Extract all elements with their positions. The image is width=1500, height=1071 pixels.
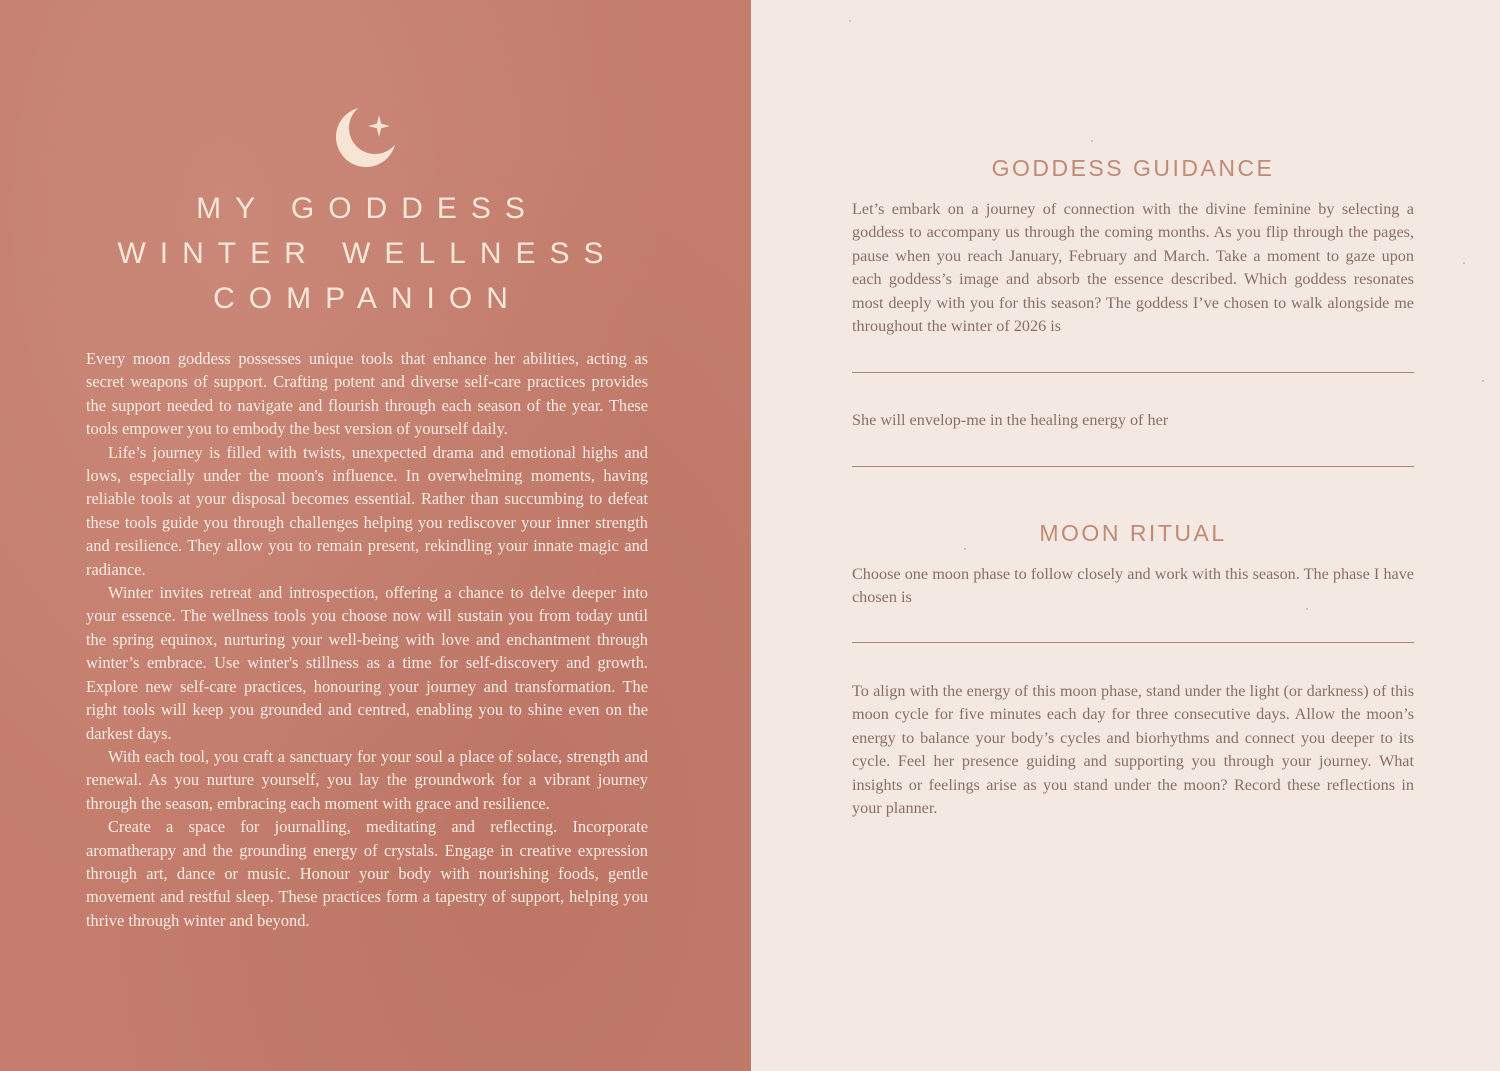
paper-speck [1482, 380, 1484, 382]
healing-energy-prompt: She will envelop-me in the healing energy of her [852, 411, 1169, 429]
title-line-3: COMPANION [213, 282, 522, 315]
title-line-2: WINTER WELLNESS [117, 237, 618, 270]
moon-ritual-instructions: To align with the energy of this moon phase, stand under the light (or darkness) of this moon cycle for five minutes each day for three consecutive days. Allow the moon’s energy to balance your body’s cycles and biorhythms and connect you deeper to its cycle. Feel her presence guiding and supporting you through your journey. What insights or feelings arise as you stand under the moon? Record these reflections in your planner. [852, 682, 1414, 818]
moon-phase-line[interactable] [852, 642, 1414, 643]
left-body-text [86, 347, 648, 932]
paper-speck [1091, 140, 1093, 142]
goddess-guidance-heading: GODDESS GUIDANCE [991, 155, 1275, 181]
title-line-1: MY GODDESS [196, 192, 539, 225]
moon-ritual-heading: MOON RITUAL [1039, 520, 1227, 546]
goddess-guidance-intro: Let’s embark on a journey of connection with the divine feminine by selecting a goddess to accompany us through the coming months. As you flip through the pages, pause when you reach January, February and March. Take a moment to gaze upon each goddess’s image and absorb the essence described. Which goddess resonates most deeply with you for this season? The goddess I’ve chosen to walk alongside me throughout the winter of 2026 is [852, 200, 1414, 336]
body-paragraph: With each tool, you craft a sanctuary for your soul a place of solace, strength and renewal. As you nurture yourself, you lay the groundwork for a vibrant journey through the season, embracing each moment with grace and resilience. [86, 746, 648, 813]
crescent-moon-star-icon [333, 101, 403, 171]
body-paragraph: Every moon goddess possesses unique tools that enhance her abilities, acting as secret weapons of support. Crafting potent and diverse self-care practices provides the support needed to navigate and flourish through each season of the year. These tools empower you to embody the best version of yourself daily. [86, 349, 648, 439]
right-page [751, 0, 1500, 1071]
paper-speck [964, 548, 966, 550]
goddess-name-line[interactable] [852, 372, 1414, 373]
body-paragraph: Winter invites retreat and introspection, offering a chance to delve deeper into your essence. The wellness tools you choose now will sustain you from today until the spring equinox, nurturing your well-being with love and enchantment through winter’s embrace. Use winter's stillness as a time for self-discovery and growth. Explore new self-care practices, honouring your journey and transformation. The right tools will keep you grounded and centred, enabling you to shine even on the darkest days. [86, 583, 648, 743]
paper-speck [849, 20, 851, 22]
body-paragraph: Life’s journey is filled with twists, unexpected drama and emotional highs and lows, especially under the moon's influence. In overwhelming moments, having reliable tools at your disposal becomes essential. Rather than succumbing to defeat these tools guide you through challenges helping you rediscover your inner strength and resilience. They allow you to remain present, rekindling your innate magic and radiance. [86, 442, 648, 579]
moon-ritual-intro: Choose one moon phase to follow closely and work with this season. The phase I have chosen is [852, 565, 1414, 607]
body-paragraph: Create a space for journalling, meditating and reflecting. Incorporate aromatherapy and the grounding energy of crystals. Engage in creative expression through art, dance or music. Honour your body with nourishing foods, gentle movement and restful sleep. These practices form a tapestry of support, helping you thrive through winter and beyond. [86, 817, 648, 930]
page-title [80, 186, 655, 321]
paper-speck [1463, 262, 1465, 264]
healing-energy-line[interactable] [852, 466, 1414, 467]
